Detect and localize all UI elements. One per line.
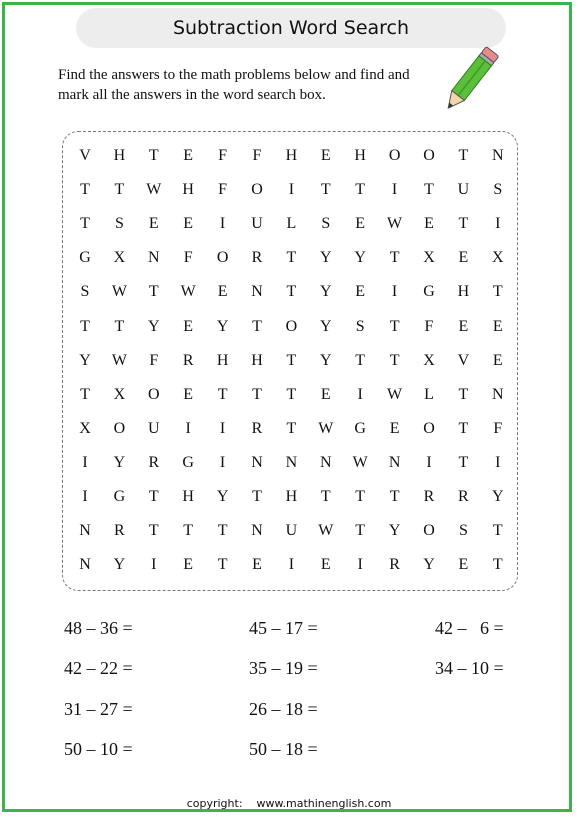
grid-letter[interactable]: H <box>113 147 126 164</box>
grid-letter[interactable]: Y <box>216 488 229 505</box>
grid-letter[interactable]: E <box>252 556 262 574</box>
grid-letter[interactable]: Y <box>388 522 401 540</box>
title-text: Subtraction Word Search <box>172 17 410 39</box>
grid-letter[interactable]: U <box>251 215 263 233</box>
grid-letter[interactable]: W <box>111 351 127 369</box>
grid-letter[interactable]: T <box>320 181 331 199</box>
math-problem: 26 – 18 = <box>249 699 318 719</box>
grid-letter[interactable]: E <box>492 351 503 369</box>
grid-letter[interactable]: S <box>458 522 468 540</box>
grid-letter[interactable]: E <box>355 283 366 301</box>
grid-letter[interactable]: E <box>458 317 469 335</box>
grid-letter[interactable]: S <box>355 317 365 335</box>
grid-letter[interactable]: E <box>492 317 503 335</box>
grid-letter[interactable]: X <box>423 249 435 267</box>
grid-letter[interactable]: W <box>146 181 162 199</box>
grid-letter[interactable]: Y <box>148 317 160 335</box>
grid-letter[interactable]: R <box>114 522 125 540</box>
grid-letter[interactable]: G <box>113 488 126 505</box>
grid-letter[interactable]: N <box>492 147 504 164</box>
math-problem: 45 – 17 = <box>249 618 318 638</box>
grid-letter[interactable]: X <box>492 249 504 267</box>
math-problem: 50 – 18 = <box>249 739 318 759</box>
grid-letter[interactable]: O <box>148 385 160 403</box>
grid-letter[interactable]: R <box>458 488 469 505</box>
grid-letter[interactable]: O <box>423 419 435 437</box>
grid-letter[interactable]: T <box>389 351 400 369</box>
grid-letter[interactable]: F <box>493 419 503 437</box>
grid-letter[interactable]: X <box>79 419 91 437</box>
grid-letter[interactable]: W <box>352 453 368 471</box>
grid-letter[interactable]: G <box>79 249 91 267</box>
grid-letter[interactable]: I <box>151 556 157 574</box>
grid-letter[interactable]: E <box>217 283 228 301</box>
grid-letter[interactable]: H <box>182 488 194 505</box>
grid-letter[interactable]: T <box>389 249 400 267</box>
grid-letter[interactable]: O <box>423 522 435 540</box>
grid-letter[interactable]: R <box>148 453 160 471</box>
grid-letter[interactable]: W <box>180 283 196 301</box>
grid-letter[interactable]: T <box>183 522 194 540</box>
grid-letter[interactable]: Y <box>216 317 229 335</box>
grid-letter[interactable]: F <box>149 351 159 369</box>
grid-letter[interactable]: H <box>285 488 298 505</box>
grid-letter[interactable]: T <box>492 283 503 301</box>
grid-letter[interactable]: T <box>355 488 366 505</box>
grid-letter[interactable]: I <box>288 556 295 574</box>
grid-letter[interactable]: S <box>114 215 124 233</box>
grid-letter[interactable]: N <box>320 453 332 471</box>
grid-letter[interactable]: T <box>458 385 469 403</box>
grid-letter[interactable]: S <box>80 283 90 301</box>
grid-letter[interactable]: T <box>286 283 297 301</box>
pencil-icon <box>438 40 504 118</box>
grid-letter[interactable]: F <box>252 147 262 164</box>
grid-letter[interactable]: R <box>389 556 400 574</box>
grid-letter[interactable]: F <box>218 147 228 164</box>
grid-letter[interactable]: T <box>148 283 159 301</box>
grid-letter[interactable]: I <box>495 215 501 233</box>
grid-letter[interactable]: Y <box>113 453 126 471</box>
grid-letter[interactable]: T <box>458 453 469 471</box>
grid-letter[interactable]: N <box>148 249 160 267</box>
grid-letter[interactable]: T <box>252 488 262 505</box>
grid-letter[interactable]: V <box>457 351 470 369</box>
grid-letter[interactable]: T <box>148 147 159 164</box>
grid-letter[interactable]: I <box>219 215 226 233</box>
grid-letter[interactable]: E <box>183 385 194 403</box>
grid-letter[interactable]: I <box>391 283 398 301</box>
grid-letter[interactable]: W <box>387 215 403 233</box>
grid-letter[interactable]: Y <box>354 249 366 267</box>
grid-letter[interactable]: I <box>495 453 501 471</box>
grid-letter[interactable]: R <box>182 351 194 369</box>
grid-letter[interactable]: T <box>80 317 90 335</box>
grid-letter[interactable]: N <box>251 453 263 471</box>
grid-letter[interactable]: S <box>321 215 331 233</box>
grid-letter[interactable]: E <box>183 215 194 233</box>
grid-letter[interactable]: Y <box>320 249 332 267</box>
grid-letter[interactable]: U <box>148 419 160 437</box>
grid-letter[interactable]: V <box>79 147 91 164</box>
grid-letter[interactable]: E <box>183 317 194 335</box>
grid-letter[interactable]: T <box>148 522 159 540</box>
grid-letter[interactable]: R <box>251 419 263 437</box>
grid-letter[interactable]: X <box>423 351 435 369</box>
grid-letter[interactable]: T <box>114 181 125 199</box>
grid-letter[interactable]: N <box>251 522 263 540</box>
grid-letter[interactable]: E <box>320 385 331 403</box>
grid-letter[interactable]: W <box>318 419 334 437</box>
grid-letter[interactable]: Y <box>79 351 91 369</box>
grid-letter[interactable]: Y <box>320 283 332 301</box>
grid-letter[interactable]: T <box>286 385 297 403</box>
grid-letter[interactable]: H <box>216 351 229 369</box>
grid-letter[interactable]: R <box>251 249 263 267</box>
grid-letter[interactable]: W <box>318 522 334 540</box>
grid-letter[interactable]: U <box>457 181 470 199</box>
grid-letter[interactable]: T <box>252 317 262 335</box>
grid-letter[interactable]: F <box>424 317 434 335</box>
grid-letter[interactable]: G <box>354 419 366 437</box>
grid-letter[interactable]: N <box>492 385 504 403</box>
grid-letter[interactable]: T <box>286 249 297 267</box>
grid-letter[interactable]: H <box>354 147 366 164</box>
grid-letter[interactable]: T <box>355 181 366 199</box>
grid-letter[interactable]: I <box>391 181 398 199</box>
grid-letter[interactable]: Y <box>492 488 504 505</box>
grid-letter[interactable]: H <box>182 181 194 199</box>
grid-letter[interactable]: T <box>217 522 228 540</box>
grid-letter[interactable]: H <box>457 283 470 301</box>
grid-letter[interactable]: R <box>423 488 435 505</box>
grid-letter[interactable]: T <box>458 419 469 437</box>
grid-letter[interactable]: I <box>357 385 363 403</box>
grid-letter[interactable]: T <box>492 556 503 574</box>
grid-letter[interactable]: E <box>458 249 469 267</box>
grid-letter[interactable]: O <box>216 249 229 267</box>
grid-letter[interactable]: I <box>219 419 226 437</box>
grid-letter[interactable]: I <box>288 181 295 199</box>
grid-letter[interactable]: T <box>80 215 90 233</box>
grid-letter[interactable]: S <box>493 181 503 199</box>
grid-letter[interactable]: H <box>251 351 263 369</box>
grid-letter[interactable]: T <box>80 385 90 403</box>
grid-letter[interactable]: T <box>217 385 228 403</box>
grid-letter[interactable]: T <box>320 488 331 505</box>
grid-letter[interactable]: I <box>219 453 226 471</box>
word-search-grid <box>62 131 518 591</box>
grid-letter[interactable]: O <box>423 147 435 164</box>
math-problem: 31 – 27 = <box>64 699 133 719</box>
instructions: Find the answers to the math problems below and find and mark all the answers in the word search box. <box>58 67 410 103</box>
grid-letter[interactable]: I <box>185 419 191 437</box>
grid-letter[interactable]: N <box>285 453 298 471</box>
grid-letter[interactable]: T <box>424 181 434 199</box>
math-problem: 50 – 10 = <box>64 739 133 759</box>
grid-letter[interactable]: O <box>251 181 263 199</box>
math-problem: 42 – 22 = <box>64 658 133 678</box>
grid-letter[interactable]: W <box>111 283 127 301</box>
grid-letter[interactable]: E <box>355 215 366 233</box>
grid-letter[interactable]: G <box>182 453 194 471</box>
grid-letter[interactable]: Y <box>320 351 332 369</box>
grid-letter[interactable]: T <box>286 419 297 437</box>
math-problem: 35 – 19 = <box>249 658 318 678</box>
grid-letter[interactable]: T <box>458 147 469 164</box>
grid-letter[interactable]: I <box>82 453 88 471</box>
grid-letter[interactable]: G <box>423 283 435 301</box>
grid-letter[interactable]: T <box>492 522 503 540</box>
grid-letter[interactable]: I <box>426 453 432 471</box>
grid-letter[interactable]: T <box>114 317 125 335</box>
math-problem: 42 – 6 = <box>435 618 504 638</box>
grid-letter[interactable]: F <box>218 181 228 199</box>
grid-letter[interactable]: N <box>79 522 91 540</box>
grid-letter[interactable]: E <box>148 215 159 233</box>
grid-letter[interactable]: N <box>251 283 263 301</box>
grid-letter[interactable]: T <box>355 351 366 369</box>
grid-letter[interactable]: X <box>113 385 126 403</box>
grid-letter[interactable]: O <box>285 317 298 335</box>
grid-letter[interactable]: T <box>458 215 469 233</box>
grid-letter[interactable]: E <box>389 419 400 437</box>
grid-letter[interactable]: Y <box>113 556 126 574</box>
grid-letter[interactable]: T <box>389 317 400 335</box>
copyright-text: copyright: www.mathinenglish.com <box>186 797 392 810</box>
grid-letter[interactable]: T <box>217 556 228 574</box>
grid-letter[interactable]: I <box>82 488 88 505</box>
grid-letter[interactable]: W <box>387 385 403 403</box>
grid-letter[interactable]: T <box>389 488 400 505</box>
grid-letter[interactable]: N <box>388 453 401 471</box>
grid-letter[interactable]: O <box>388 147 401 164</box>
grid-letter[interactable]: H <box>285 147 298 164</box>
grid-letter[interactable]: L <box>424 385 434 403</box>
grid-letter[interactable]: E <box>458 556 469 574</box>
grid-letter[interactable]: E <box>320 147 331 164</box>
math-problem: 34 – 10 = <box>435 658 504 678</box>
grid-letter[interactable]: E <box>320 556 331 574</box>
grid-letter[interactable]: T <box>252 385 262 403</box>
math-problem: 48 – 36 = <box>64 618 133 638</box>
grid-letter[interactable]: L <box>286 215 297 233</box>
grid-letter[interactable]: O <box>113 419 126 437</box>
grid-letter[interactable]: I <box>357 556 363 574</box>
grid-letter[interactable]: E <box>424 215 434 233</box>
grid-letter[interactable]: T <box>80 181 90 199</box>
grid-letter[interactable]: T <box>148 488 159 505</box>
grid-letter[interactable]: X <box>113 249 126 267</box>
grid-letter[interactable]: U <box>285 522 298 540</box>
grid-letter[interactable]: T <box>355 522 366 540</box>
grid-letter[interactable]: E <box>183 556 194 574</box>
grid-letter[interactable]: Y <box>423 556 435 574</box>
grid-letter[interactable]: F <box>183 249 193 267</box>
grid-letter[interactable]: N <box>79 556 91 574</box>
grid-letter[interactable]: E <box>183 147 194 164</box>
grid-letter[interactable]: Y <box>320 317 332 335</box>
grid-letter[interactable]: T <box>286 351 297 369</box>
